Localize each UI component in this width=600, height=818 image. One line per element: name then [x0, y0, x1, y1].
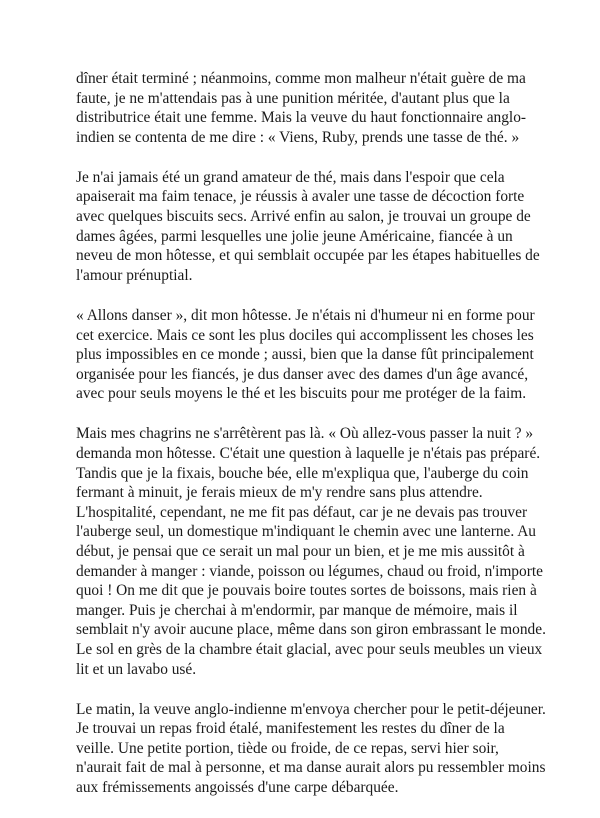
text-line: l'amour prénuptial.	[76, 266, 193, 284]
text-line: quoi ! On me dit que je pouvais boire toutes sortes de boissons, mais rien à	[76, 582, 537, 600]
text-line: Je trouvai un repas froid étalé, manifestement les restes du dîner de la	[76, 720, 505, 738]
text-line: organisée pour les fiancés, je dus danser avec des dames d'un âge avancé,	[76, 365, 529, 383]
text-line: plus impossibles en ce monde ; aussi, bien que la danse fût principalement	[76, 346, 534, 364]
document-page	[76, 69, 546, 818]
text-line: Le sol en grès de la chambre était glacial, avec pour seuls meubles un vieux	[76, 640, 543, 658]
text-line: Le matin, la veuve anglo-indienne m'envoya chercher pour le petit-déjeuner.	[76, 700, 546, 718]
text-line: l'auberge seul, un domestique m'indiquant le chemin avec une lanterne. Au	[76, 523, 537, 541]
text-line: Je n'ai jamais été un grand amateur de thé, mais dans l'espoir que cela	[76, 168, 505, 186]
paragraph	[76, 168, 540, 286]
paragraph	[76, 424, 546, 679]
text-line: manger. Puis je cherchai à m'endormir, par manque de mémoire, mais il	[76, 601, 518, 619]
text-line: indien se contenta de me dire : « Viens, Ruby, prends une tasse de thé. »	[76, 128, 520, 146]
text-line: avec quelques biscuits secs. Arrivé enfin au salon, je trouvai un groupe de	[76, 208, 531, 226]
text-line: neveu de mon hôtesse, et qui semblait occupée par les étapes habituelles de	[76, 247, 540, 265]
text-line: distributrice était une femme. Mais la veuve du haut fonctionnaire anglo-	[76, 109, 527, 127]
text-line: avec pour seuls moyens le thé et les biscuits pour me protéger de la faim.	[76, 385, 527, 403]
document-body	[76, 69, 546, 798]
text-line: semblait n'y avoir aucune place, même dans son giron embrassant le monde.	[76, 621, 546, 639]
text-line: fermant à minuit, je ferais mieux de m'y rendre sans plus attendre.	[76, 484, 483, 502]
text-line: Tandis que je la fixais, bouche bée, elle m'expliqua que, l'auberge du coin	[76, 464, 529, 482]
text-line: aux frémissements angoissés d'une carpe débarquée.	[76, 779, 399, 796]
text-line: « Allons danser », dit mon hôtesse. Je n'étais ni d'humeur ni en forme pour	[76, 306, 535, 324]
text-line: n'aurait fait de mal à personne, et ma danse aurait alors pu ressembler moins	[76, 759, 546, 777]
text-line: cet exercice. Mais ce sont les plus dociles qui accomplissent les choses les	[76, 326, 534, 344]
text-line: dames âgées, parmi lesquelles une jolie jeune Américaine, fiancée à un	[76, 227, 513, 245]
text-line: demanda mon hôtesse. C'était une question à laquelle je n'étais pas préparé.	[76, 445, 541, 462]
text-line: lit et un lavabo usé.	[76, 660, 197, 678]
text-line: veille. Une petite portion, tiède ou froide, de ce repas, servi hier soir,	[76, 739, 499, 757]
text-line: demander à manger : viande, poisson ou légumes, chaud ou froid, n'importe	[76, 562, 543, 580]
paragraph	[76, 69, 530, 147]
text-line: apaiserait ma faim tenace, je réussis à avaler une tasse de décoction forte	[76, 188, 525, 206]
text-line: Mais mes chagrins ne s'arrêtèrent pas là. « Où allez-vous passer la nuit ? »	[76, 425, 534, 443]
text-line: L'hospitalité, cependant, ne me fit pas défaut, car je ne devais pas trouver	[76, 503, 528, 521]
text-line: dîner était terminé ; néanmoins, comme mon malheur n'était guère de ma	[76, 70, 526, 87]
paragraph	[76, 306, 535, 404]
text-line: faute, je ne m'attendais pas à une punition méritée, d'autant plus que la	[76, 89, 510, 107]
paragraph	[76, 700, 546, 798]
text-line: début, je pensai que ce serait un mal pour un bien, et je me mis aussitôt à	[76, 542, 525, 560]
